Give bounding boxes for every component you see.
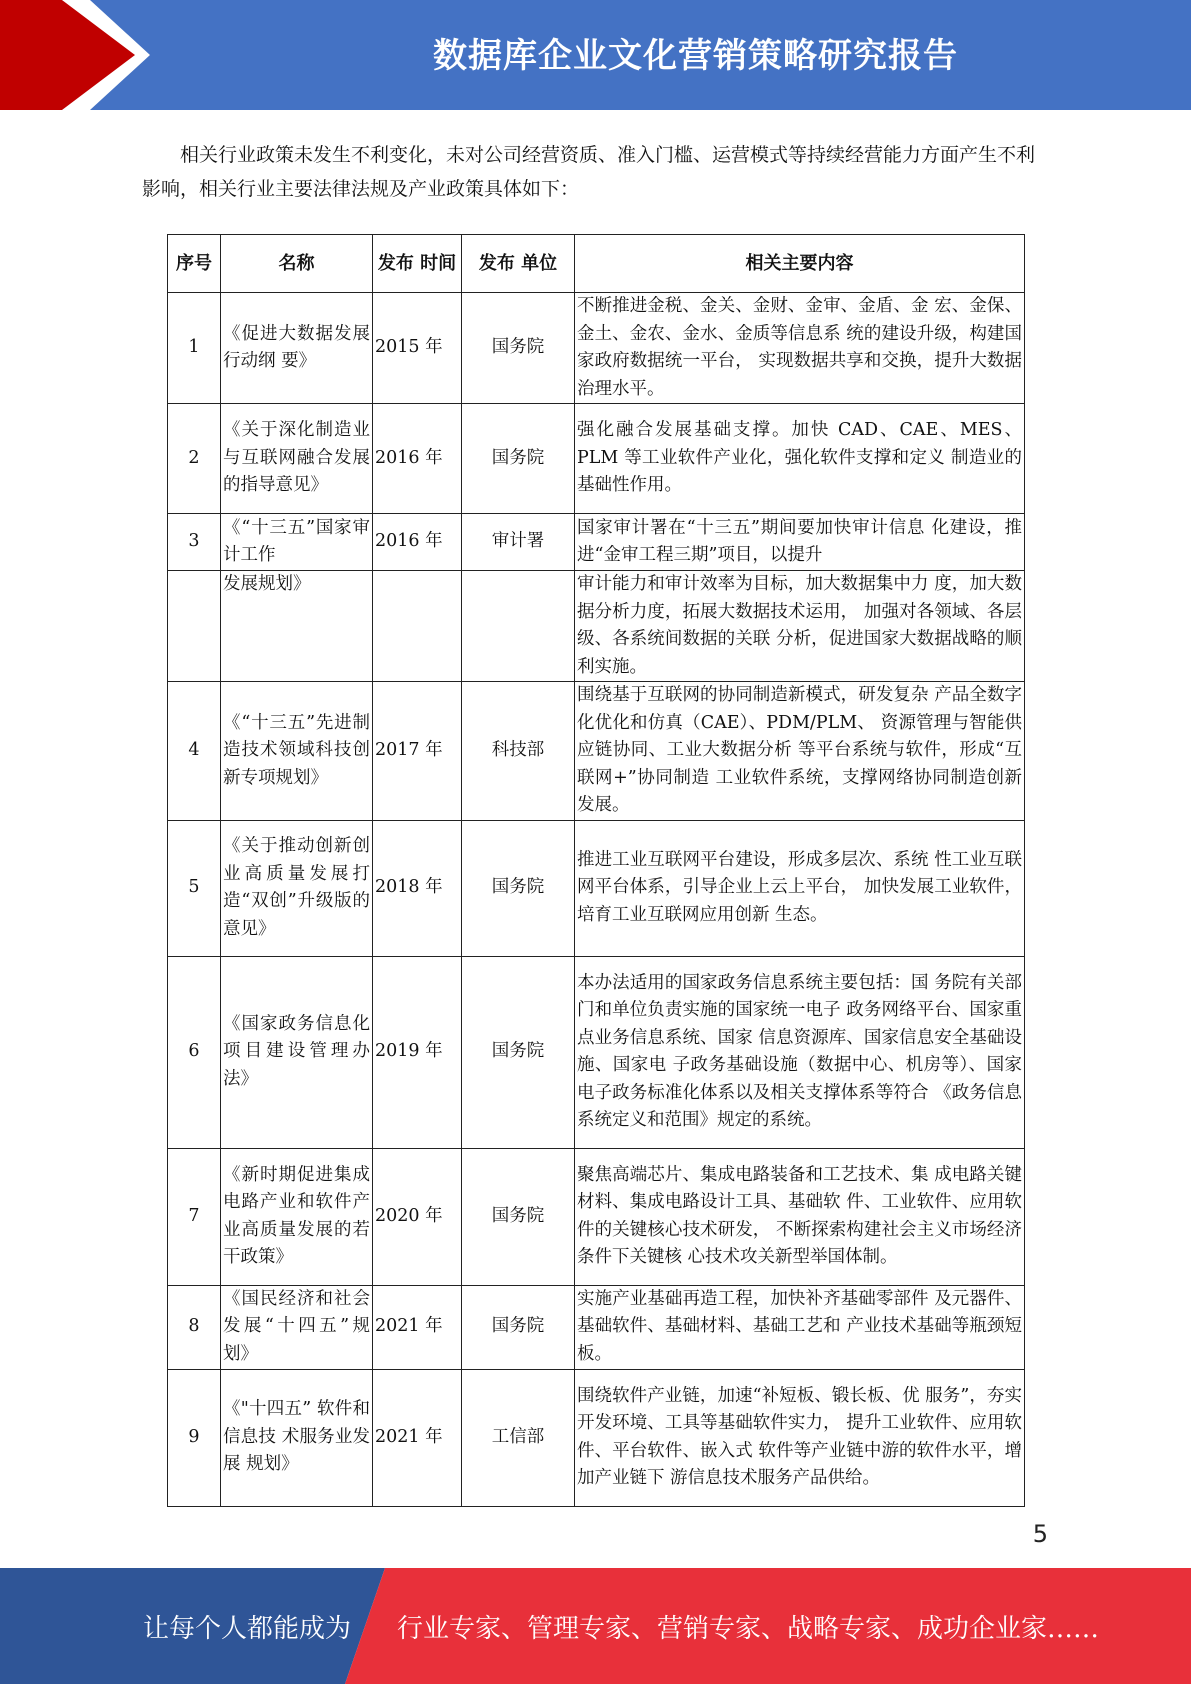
cell-unit: 国务院 [462, 293, 575, 404]
cell-no: 5 [168, 820, 221, 956]
cell-unit: 国务院 [462, 956, 575, 1148]
cell-no: 2 [168, 404, 221, 514]
cell-time: 2016 年 [373, 404, 462, 514]
cell-time: 2019 年 [373, 956, 462, 1148]
cell-no: 4 [168, 682, 221, 821]
cell-time: 2016 年 [373, 514, 462, 571]
cell-content: 围绕基于互联网的协同制造新模式，研发复杂 产品全数字化优化和仿真（CAE）、PDM/PLM、 资源管理与智能供应链协同、工业大数据分析 等平台系统与软件，形成“互联网+”协同制造 工业软件系统，支撑网络协同制造创新发展。 [575, 682, 1025, 821]
header-no: 序号 [168, 235, 221, 293]
cell-name: 《新时期促进集成电路产业和软件产业高质量发展的若干政策》 [221, 1148, 373, 1285]
cell-no [168, 571, 221, 682]
cell-unit: 国务院 [462, 820, 575, 956]
table-row [168, 1369, 1025, 1506]
table-header-row [168, 235, 1025, 293]
table-row [168, 514, 1025, 571]
table-row [168, 682, 1025, 821]
table-row [168, 293, 1025, 404]
intro-paragraph: 相关行业政策未发生不利变化，未对公司经营资质、准入门槛、运营模式等持续经营能力方面产生不利影响，相关行业主要法律法规及产业政策具体如下： [142, 144, 1036, 200]
cell-name: 《"十四五” 软件和信息技 术服务业发展 规划》 [221, 1369, 373, 1506]
header-unit: 发布 单位 [462, 235, 575, 293]
header-time: 发布 时间 [373, 235, 462, 293]
table-row [168, 956, 1025, 1148]
cell-time: 2017 年 [373, 682, 462, 821]
cell-name: 《关于推动创新创业高质量发展打造“双创”升级版的意见》 [221, 820, 373, 956]
cell-content: 不断推进金税、金关、金财、金审、金盾、金 宏、金保、金土、金农、金水、金质等信息系 统的建设升级，构建国家政府数据统一平台， 实现数据共享和交换，提升大数据治理水平。 [575, 293, 1025, 404]
cell-name: 《国民经济和社会发展“十四五”规划》 [221, 1285, 373, 1369]
cell-name: 发展规划》 [221, 571, 373, 682]
cell-unit: 国务院 [462, 1148, 575, 1285]
cell-content: 强化融合发展基础支撑。加快 CAD、CAE、MES、PLM 等工业软件产业化，强化软件支撑和定义 制造业的基础性作用。 [575, 404, 1025, 514]
policy-table [167, 234, 1025, 1507]
cell-name: 《促进大数据发展行动纲 要》 [221, 293, 373, 404]
cell-time: 2021 年 [373, 1369, 462, 1506]
header-content: 相关主要内容 [575, 235, 1025, 293]
cell-unit: 国务院 [462, 404, 575, 514]
cell-unit: 审计署 [462, 514, 575, 571]
page-footer [0, 1568, 1191, 1684]
cell-content: 推进工业互联网平台建设，形成多层次、系统 性工业互联网平台体系，引导企业上云上平台， 加快发展工业软件，培育工业互联网应用创新 生态。 [575, 820, 1025, 956]
footer-slogan-right: 行业专家、管理专家、营销专家、战略专家、成功企业家…… [397, 1614, 1100, 1644]
cell-no: 8 [168, 1285, 221, 1369]
header-name: 名称 [221, 235, 373, 293]
cell-name: 《“十三五”国家审计工作 [221, 514, 373, 571]
cell-time: 2021 年 [373, 1285, 462, 1369]
cell-no: 6 [168, 956, 221, 1148]
footer-slogan-left: 让每个人都能成为 [143, 1614, 352, 1644]
table-row [168, 1285, 1025, 1369]
cell-unit: 科技部 [462, 682, 575, 821]
cell-content: 聚焦高端芯片、集成电路装备和工艺技术、集 成电路关键材料、集成电路设计工具、基础软 件、工业软件、应用软件的关键核心技术研发， 不断探索构建社会主义市场经济条件下关键核 心技术攻关新型举国体制。 [575, 1148, 1025, 1285]
table-row [168, 571, 1025, 682]
table-row [168, 1148, 1025, 1285]
table-row [168, 820, 1025, 956]
cell-no: 1 [168, 293, 221, 404]
cell-no: 7 [168, 1148, 221, 1285]
cell-unit [462, 571, 575, 682]
cell-no: 3 [168, 514, 221, 571]
cell-time: 2020 年 [373, 1148, 462, 1285]
cell-content: 审计能力和审计效率为目标，加大数据集中力 度，加大数据分析力度，拓展大数据技术运用， 加强对各领域、各层级、各系统间数据的关联 分析，促进国家大数据战略的顺利实施。 [575, 571, 1025, 682]
cell-content: 围绕软件产业链，加速“补短板、锻长板、优 服务”，夯实开发环境、工具等基础软件实力， 提升工业软件、应用软件、平台软件、嵌入式 软件等产业链中游的软件水平，增加产业链下 游信息技术服务产品供给。 [575, 1369, 1025, 1506]
cell-name: 《国家政务信息化项目建设管理办法》 [221, 956, 373, 1148]
cell-name: 《“十三五”先进制造技术领域科技创新专项规划》 [221, 682, 373, 821]
page-number: 5 [1032, 1520, 1048, 1548]
table-row [168, 404, 1025, 514]
cell-content: 本办法适用的国家政务信息系统主要包括：国 务院有关部门和单位负责实施的国家统一电子 政务网络平台、国家重点业务信息系统、国家 信息资源库、国家信息安全基础设施、国家电 子政务基础设施（数据中心、机房等）、国家 电子政务标准化体系以及相关支撑体系等符合 《政务信息系统定义和范围》规定的系统。 [575, 956, 1025, 1148]
cell-time: 2018 年 [373, 820, 462, 956]
cell-time [373, 571, 462, 682]
cell-time: 2015 年 [373, 293, 462, 404]
header-arrow-decoration [0, 0, 200, 110]
report-title: 数据库企业文化营销策略研究报告 [433, 36, 958, 76]
cell-no: 9 [168, 1369, 221, 1506]
cell-unit: 国务院 [462, 1285, 575, 1369]
cell-name: 《关于深化制造业与互联网融合发展的指导意见》 [221, 404, 373, 514]
cell-content: 国家审计署在“十三五”期间要加快审计信息 化建设，推进“金审工程三期”项目，以提升 [575, 514, 1025, 571]
cell-unit: 工信部 [462, 1369, 575, 1506]
cell-content: 实施产业基础再造工程，加快补齐基础零部件 及元器件、基础软件、基础材料、基础工艺和 产业技术基础等瓶颈短板。 [575, 1285, 1025, 1369]
page-header [0, 0, 1191, 110]
